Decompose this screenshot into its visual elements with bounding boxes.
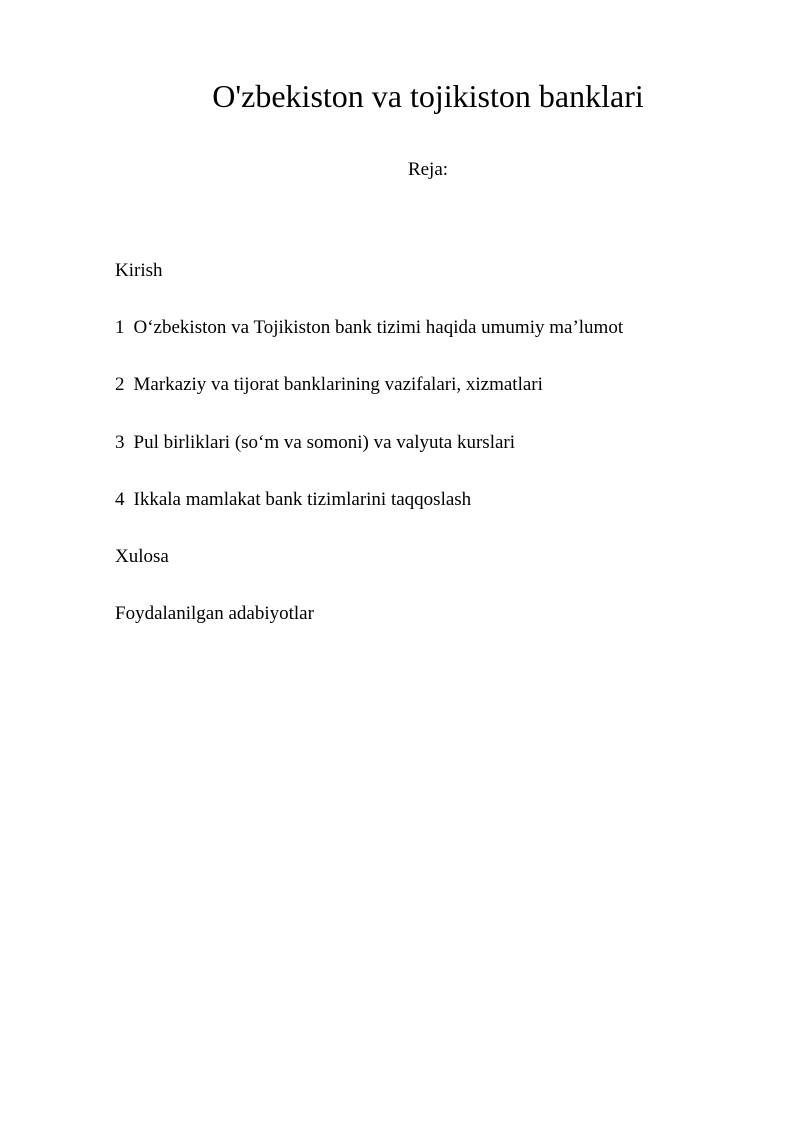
toc-item-introduction (115, 259, 623, 316)
toc-item-text: Foydalanilgan adabiyotlar (115, 603, 314, 625)
toc-item-3 (115, 431, 623, 488)
toc-item-2 (115, 373, 623, 430)
toc-item-text: Kirish (115, 260, 163, 281)
toc-item-text: Xulosa (115, 545, 169, 567)
toc-item-1 (115, 316, 623, 373)
toc-item-references (115, 602, 623, 659)
toc-item-text: Markaziy va tijorat banklarining vazifalari, xizmatlari (133, 374, 543, 396)
toc-item-text: Ikkala mamlakat bank tizimlarini taqqoslash (133, 488, 472, 510)
toc-item-text: O‘zbekiston va Tojikiston bank tizimi haqida umumiy ma’lumot (133, 317, 624, 339)
plan-heading: Reja: (407, 159, 449, 180)
toc-item-number: 1 (115, 317, 125, 339)
toc-item-text: Pul birliklari (so‘m va somoni) va valyuta kurslari (133, 431, 516, 453)
toc-item-4 (115, 488, 623, 545)
toc-item-number: 3 (115, 431, 125, 453)
document-title: O'zbekiston va tojikiston banklari (212, 78, 644, 114)
toc-item-number: 2 (115, 374, 125, 396)
toc-item-number: 4 (115, 488, 125, 510)
toc-item-conclusion (115, 545, 623, 602)
table-of-contents (115, 259, 623, 659)
